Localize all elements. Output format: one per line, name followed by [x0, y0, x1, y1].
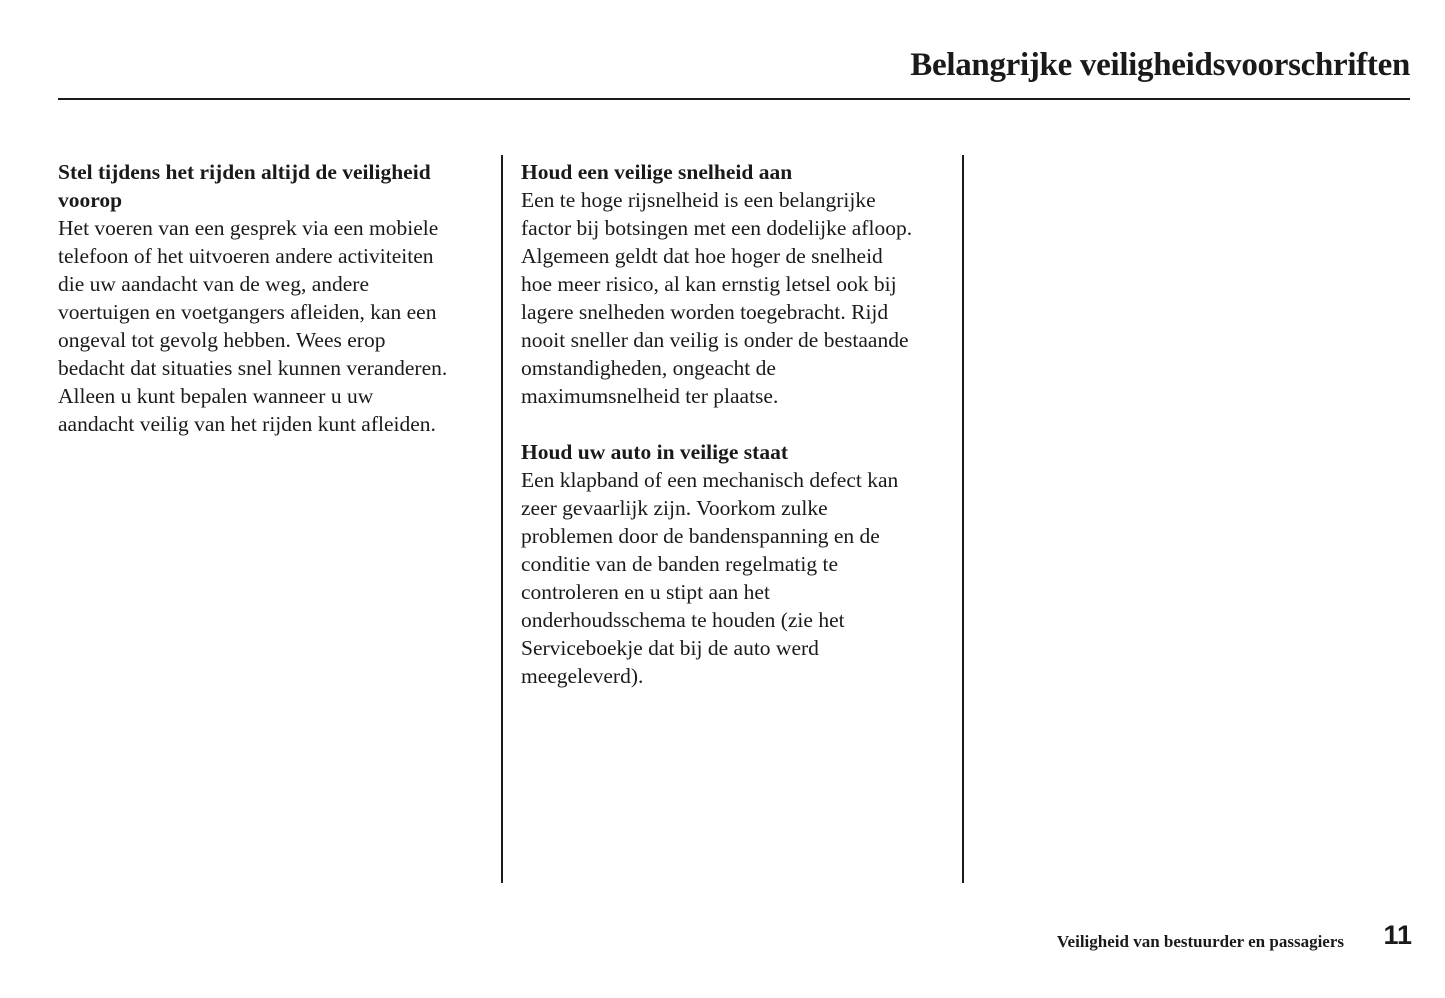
body-line: Een klapband of een mechanisch defect kan: [521, 468, 899, 492]
footer-section-label: Veiligheid van bestuurder en passagiers: [1056, 932, 1344, 951]
body-line: Alleen u kunt bepalen wanneer u uw: [58, 384, 374, 408]
section-focus-on-driving: [58, 158, 498, 438]
body-line: nooit sneller dan veilig is onder de bestaande: [521, 328, 909, 352]
body-line: Een te hoge rijsnelheid is een belangrijke: [521, 188, 876, 212]
body-line: maximumsnelheid ter plaatse.: [521, 384, 779, 408]
body-line: meegeleverd).: [521, 664, 644, 688]
left-column: [58, 158, 498, 466]
body-line: hoe meer risico, al kan ernstig letsel ook bij: [521, 272, 897, 296]
body-line: Algemeen geldt dat hoe hoger de snelheid: [521, 244, 883, 268]
body-line: zeer gevaarlijk zijn. Voorkom zulke: [521, 496, 828, 520]
page-number: 11: [1383, 920, 1412, 950]
section-body: [521, 186, 951, 410]
section-heading: Houd uw auto in veilige staat: [521, 440, 788, 464]
body-line: factor bij botsingen met een dodelijke afloop.: [521, 216, 913, 240]
section-vehicle-condition: [521, 438, 951, 690]
page-title: Belangrijke veiligheidsvoorschriften: [910, 47, 1410, 83]
body-line: problemen door de bandenspanning en de: [521, 524, 880, 548]
section-safe-speed: [521, 158, 951, 410]
body-line: telefoon of het uitvoeren andere activiteiten: [58, 244, 434, 268]
body-line: voertuigen en voetgangers afleiden, kan een: [58, 300, 437, 324]
body-line: conditie van de banden regelmatig te: [521, 552, 838, 576]
section-heading: Houd een veilige snelheid aan: [521, 160, 793, 184]
body-line: controleren en u stipt aan het: [521, 580, 770, 604]
body-line: ongeval tot gevolg hebben. Wees erop: [58, 328, 386, 352]
title-rule: [58, 98, 1410, 100]
column-divider: [501, 155, 503, 883]
section-heading: Stel tijdens het rijden altijd de veiligheid voorop: [58, 160, 431, 212]
section-body: [58, 214, 498, 438]
body-line: aandacht veilig van het rijden kunt afleiden.: [58, 412, 436, 436]
body-line: bedacht dat situaties snel kunnen veranderen.: [58, 356, 448, 380]
body-line: Serviceboekje dat bij de auto werd: [521, 636, 819, 660]
body-line: die uw aandacht van de weg, andere: [58, 272, 370, 296]
body-line: omstandigheden, ongeacht de: [521, 356, 776, 380]
body-line: lagere snelheden worden toegebracht. Rijd: [521, 300, 889, 324]
column-divider: [962, 155, 964, 883]
body-line: Het voeren van een gesprek via een mobiele: [58, 216, 439, 240]
middle-column: [521, 158, 951, 718]
section-body: [521, 466, 951, 690]
body-line: onderhoudsschema te houden (zie het: [521, 608, 845, 632]
